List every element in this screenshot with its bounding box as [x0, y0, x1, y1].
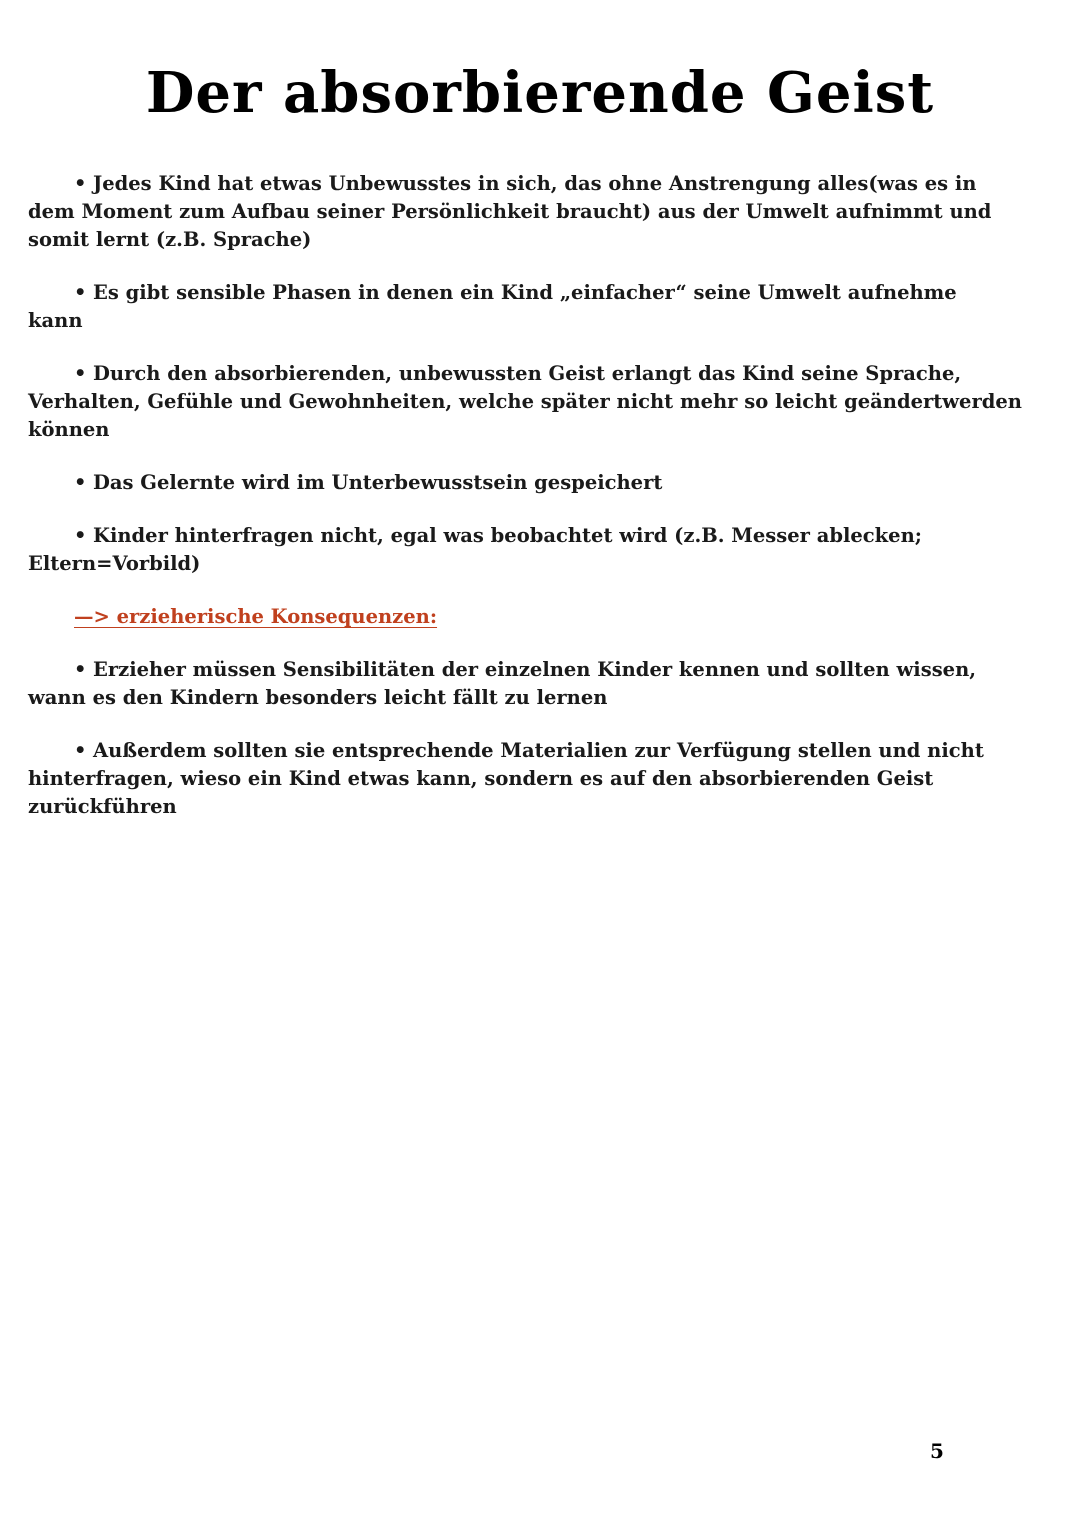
consequence-continuation: hinterfragen, wieso ein Kind etwas kann, sondern es auf den absorbierenden Geist zurückführen — [28, 767, 934, 818]
consequences-heading: —> erzieherische Konsequenzen: — [74, 605, 438, 628]
paragraph-unbewusstes — [28, 170, 1038, 254]
consequence-first-line: Außerdem sollten sie entsprechende Materialien zur Verfügung stellen und nicht — [93, 739, 984, 762]
paragraph-kinder-hinterfragen — [28, 522, 1038, 578]
bullet-icon: • — [74, 658, 87, 681]
bullet-icon: • — [74, 739, 87, 762]
paragraph-continuation: kann — [28, 309, 83, 332]
bullet-icon: • — [74, 362, 87, 385]
page-title: Der absorbierende Geist — [145, 60, 935, 126]
bullet-icon: • — [74, 281, 87, 304]
paragraph-first-line: Durch den absorbierenden, unbewussten Geist erlangt das Kind seine Sprache, — [93, 362, 962, 385]
paragraph-first-line: Kinder hinterfragen nicht, egal was beobachtet wird (z.B. Messer ablecken; — [93, 524, 922, 547]
paragraph-first-line: Das Gelernte wird im Unterbewusstsein gespeichert — [93, 471, 663, 494]
bullet-icon: • — [74, 471, 87, 494]
paragraph-continuation: dem Moment zum Aufbau seiner Persönlichkeit braucht) aus der Umwelt aufnimmt und somit lernt (z.B. Sprache) — [28, 200, 992, 251]
consequence-materialien — [28, 737, 1038, 821]
paragraph-absorbierender-geist — [28, 360, 1038, 444]
paragraph-continuation: Verhalten, Gefühle und Gewohnheiten, welche später nicht mehr so leicht geändertwerden können — [28, 390, 1022, 441]
bullet-icon: • — [74, 172, 87, 195]
consequence-sensibilitaeten — [28, 656, 1038, 712]
paragraph-continuation: Eltern=Vorbild) — [28, 552, 201, 575]
paragraph-unterbewusstsein — [28, 469, 1038, 497]
consequence-continuation: wann es den Kindern besonders leicht fällt zu lernen — [28, 686, 608, 709]
paragraph-sensible-phasen — [28, 279, 1038, 335]
consequence-first-line: Erzieher müssen Sensibilitäten der einzelnen Kinder kennen und sollten wissen, — [93, 658, 977, 681]
bullet-icon: • — [74, 524, 87, 547]
page-number: 5 — [930, 1439, 944, 1463]
paragraph-first-line: Es gibt sensible Phasen in denen ein Kind „einfacher“ seine Umwelt aufnehme — [93, 281, 957, 304]
paragraph-first-line: Jedes Kind hat etwas Unbewusstes in sich, das ohne Anstrengung alles(was es in — [93, 172, 977, 195]
